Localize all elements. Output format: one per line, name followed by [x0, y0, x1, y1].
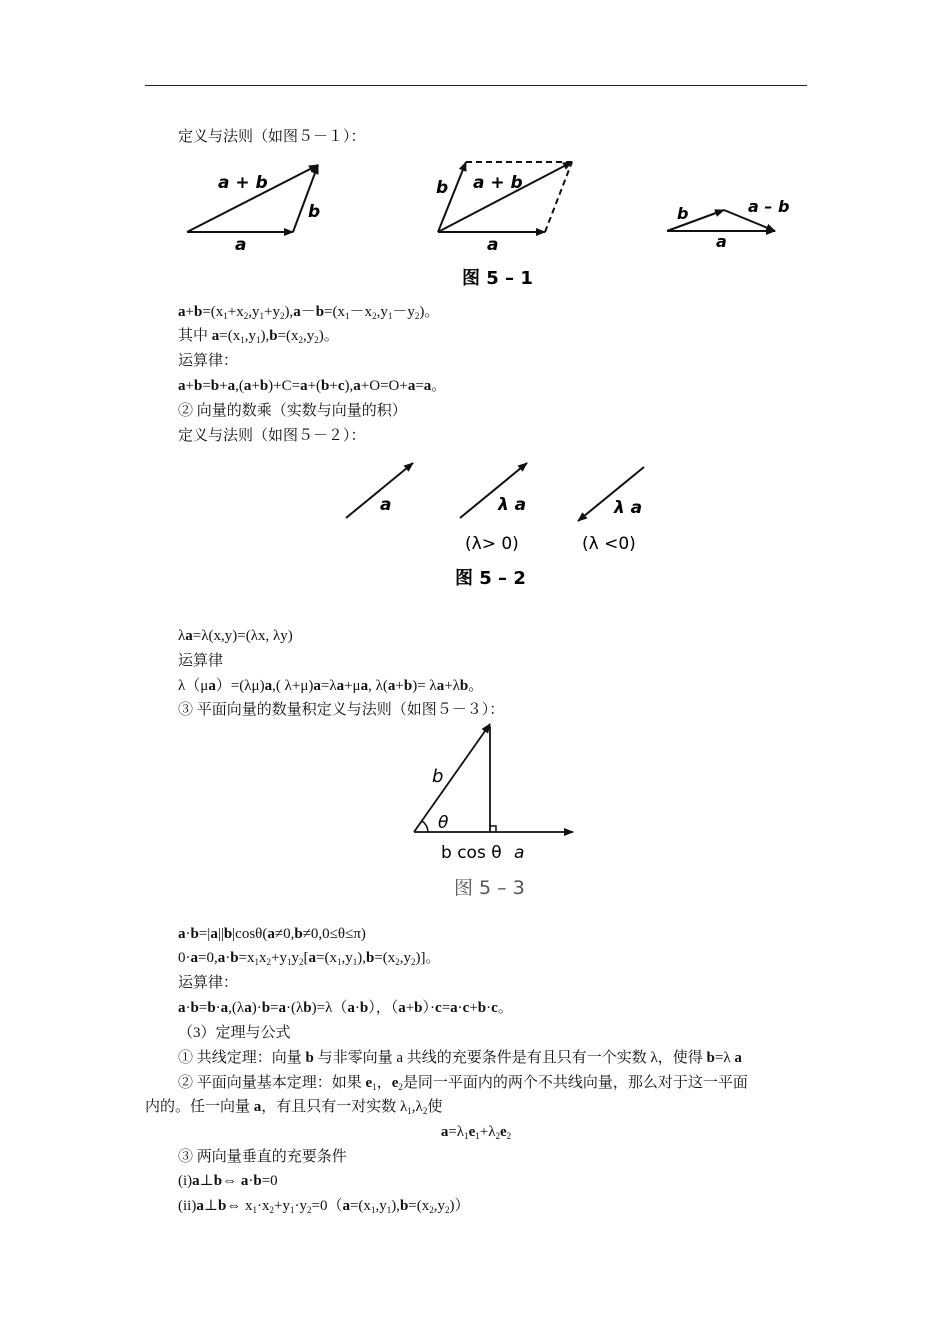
- vector-b-arrow: [667, 210, 724, 231]
- text-line: λ（μa）=(λμ)a,( λ+μ)a=λa+μa, λ(a+b)= λa+λb。: [178, 678, 484, 694]
- text-line: a·b=|a||b|cosθ(a≠0,b≠0,0≤θ≤π): [178, 926, 366, 942]
- text-line: $0\cdot a=0,a\cdot b=x_1x_2+y_1y_2[a=(x_1,y_1),b=(x_2,y_2)]$。: [178, 950, 441, 967]
- text-line: ③ 平面向量的数量积定义与法则（如图５－３）：: [178, 702, 505, 718]
- figure-5-1: [0, 150, 950, 290]
- text-line: (ii)a⊥b⇔ $x_1\cdot x_2+y_1\cdot y_2=0(a=(x_1,y_1),b=(x_2,y_2))$: [178, 1198, 470, 1215]
- text-line: λa=λ(x,y)=(λx, λy): [178, 628, 293, 644]
- text-line: 定义与法则（如图５－２）：: [178, 428, 366, 444]
- label-b: b: [308, 202, 321, 222]
- figure-5-2: [0, 455, 950, 595]
- label-a: a: [716, 232, 727, 251]
- figure-caption: 图 5 – 3: [454, 877, 525, 899]
- label-a: a: [487, 235, 499, 255]
- text-line: 运算律：: [178, 975, 239, 991]
- label-diff: a – b: [748, 197, 790, 216]
- text-line: $a+b=(x_1+x_2,y_1+y_2),a-b=(x_1-x_2,y_1-y_2)$。: [178, 304, 440, 321]
- text-line: a+b=b+a,(a+b)+C=a+(b+c),a+O=O+a=a。: [178, 378, 447, 394]
- label-b: b: [677, 204, 689, 223]
- label-lambda-a: λ a: [498, 495, 527, 515]
- label-sum: a + b: [218, 173, 268, 193]
- figure-caption: 图 5 – 1: [462, 268, 533, 289]
- figure-caption: 图 5 – 2: [455, 568, 526, 589]
- label-a: a: [235, 235, 247, 255]
- text-line: ② 向量的数乘（实数与向量的积）: [178, 403, 407, 419]
- condition-positive: (λ> 0): [465, 534, 519, 554]
- label-lambda-a: λ a: [614, 498, 643, 518]
- text-line: ③ 两向量垂直的充要条件: [178, 1149, 347, 1165]
- header-rule: [145, 85, 807, 86]
- label-bcos: b cos θ: [441, 843, 502, 863]
- label-a: a: [514, 843, 525, 863]
- figure-5-3: [0, 720, 950, 905]
- text-line: 运算律: [178, 653, 224, 669]
- text-line: ② 平面向量基本定理：如果 $e_1$，$e_2$是同一平面内的两个不共线向量，那么对于这一平面: [178, 1075, 748, 1092]
- text-line: (i)a⊥b⇔ a·b=0: [178, 1173, 278, 1189]
- label-theta: θ: [438, 813, 449, 833]
- angle-arc: [422, 821, 428, 832]
- dashed-edge: [545, 162, 572, 232]
- label-sum: a + b: [473, 173, 523, 193]
- text-line: a·b=b·a,(λa)·b=a·(λb)=λ（a·b），（a+b）·c=a·c+b·c。: [178, 1000, 513, 1016]
- text-line: ① 共线定理：向量 b 与非零向量 a 共线的充要条件是有且只有一个实数 λ，使得 b=λ a: [178, 1050, 742, 1066]
- text-line: 内的。任一向量 a，有且只有一对实数 $\lambda_1,\lambda_2$使: [145, 1099, 443, 1116]
- condition-negative: (λ <0): [582, 534, 636, 554]
- text-line: 运算律：: [178, 353, 239, 369]
- text-line: （3）定理与公式: [178, 1025, 291, 1041]
- vector-b-arrow: [414, 724, 490, 832]
- label-b: b: [432, 766, 444, 787]
- text-line: 定义与法则（如图５－１）：: [178, 129, 366, 145]
- label-b: b: [436, 178, 449, 198]
- label-a: a: [380, 495, 392, 515]
- formula-line: $a=\lambda_1e_1+\lambda_2e_2$: [440, 1124, 512, 1141]
- text-line: 其中 $a=(x_1,y_1),b=(x_2,y_2)$。: [178, 328, 339, 345]
